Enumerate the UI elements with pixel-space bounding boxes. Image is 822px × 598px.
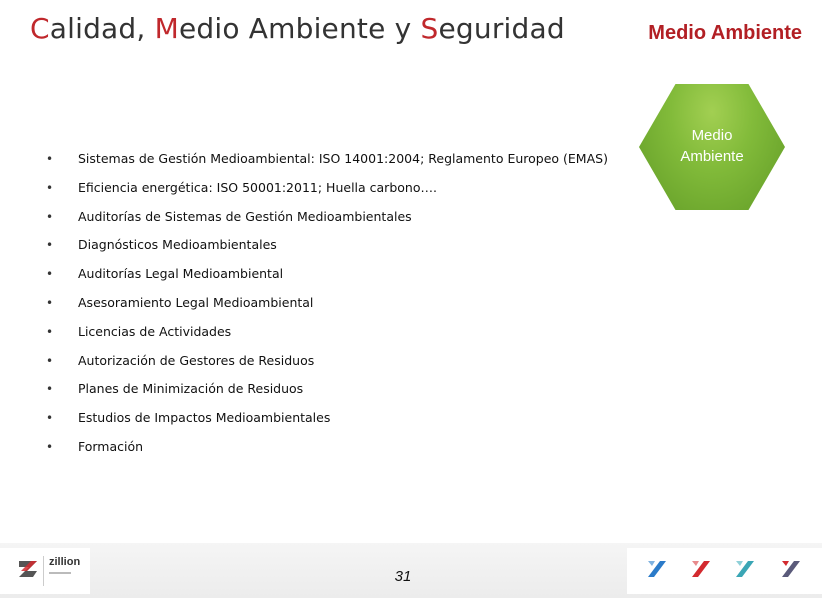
- zillion-z-logo-icon: [18, 558, 40, 580]
- section-label: Medio Ambiente: [648, 22, 802, 44]
- title-accent-letter: C: [30, 12, 50, 45]
- page-title: [30, 12, 565, 45]
- list-item-text: Formación: [78, 438, 144, 454]
- bullet-icon: •: [46, 180, 54, 195]
- list-item-text: Asesoramiento Legal Medioambiental: [78, 294, 314, 310]
- bullet-icon: •: [46, 267, 54, 282]
- title-text: eguridad: [438, 12, 565, 45]
- hexagon-label-line1: Medio: [691, 127, 733, 144]
- bullet-icon: •: [46, 439, 54, 454]
- list-item-text: Diagnósticos Medioambientales: [78, 237, 277, 253]
- list-item-text: Licencias de Actividades: [78, 323, 232, 339]
- z-blue-icon: [647, 560, 667, 578]
- bullet-icon: •: [46, 324, 54, 339]
- bullet-icon: •: [46, 238, 54, 253]
- footer-brand: [0, 548, 90, 594]
- bullet-icon: •: [46, 209, 54, 224]
- title-text: edio Ambiente y: [178, 12, 421, 45]
- footer-icons: [627, 548, 822, 594]
- hexagon-label-line2: Ambiente: [680, 148, 744, 165]
- list-item-text: Estudios de Impactos Medioambientales: [78, 410, 331, 426]
- footer-divider: [43, 556, 44, 586]
- z-red-icon: [691, 560, 711, 578]
- z-dark-icon: [781, 560, 801, 578]
- list-item-text: Sistemas de Gestión Medioambiental: ISO 14001:2004; Reglamento Europeo (EMAS): [78, 151, 608, 166]
- bullet-icon: •: [46, 411, 54, 426]
- bullet-icon: •: [46, 152, 54, 166]
- bullet-icon: •: [46, 295, 54, 310]
- list-item-text: Planes de Minimización de Residuos: [78, 381, 304, 397]
- list-item-text: Autorización de Gestores de Residuos: [78, 352, 315, 368]
- hexagon-label: [639, 125, 785, 167]
- page-number: 31: [394, 568, 412, 585]
- title-text: alidad,: [49, 12, 155, 45]
- title-accent-letter: M: [154, 12, 179, 45]
- brand-name: zillion: [49, 556, 81, 568]
- list-item-text: Auditorías de Sistemas de Gestión Medioambientales: [78, 208, 412, 224]
- list-item-text: Eficiencia energética: ISO 50001:2011; Huella carbono….: [78, 179, 437, 195]
- bullet-icon: •: [46, 353, 54, 368]
- title-accent-letter: S: [420, 12, 439, 45]
- bullet-icon: •: [46, 382, 54, 397]
- z-teal-icon: [735, 560, 755, 578]
- list-item-text: Auditorías Legal Medioambiental: [78, 266, 284, 282]
- brand-tagline-bar: [49, 572, 71, 574]
